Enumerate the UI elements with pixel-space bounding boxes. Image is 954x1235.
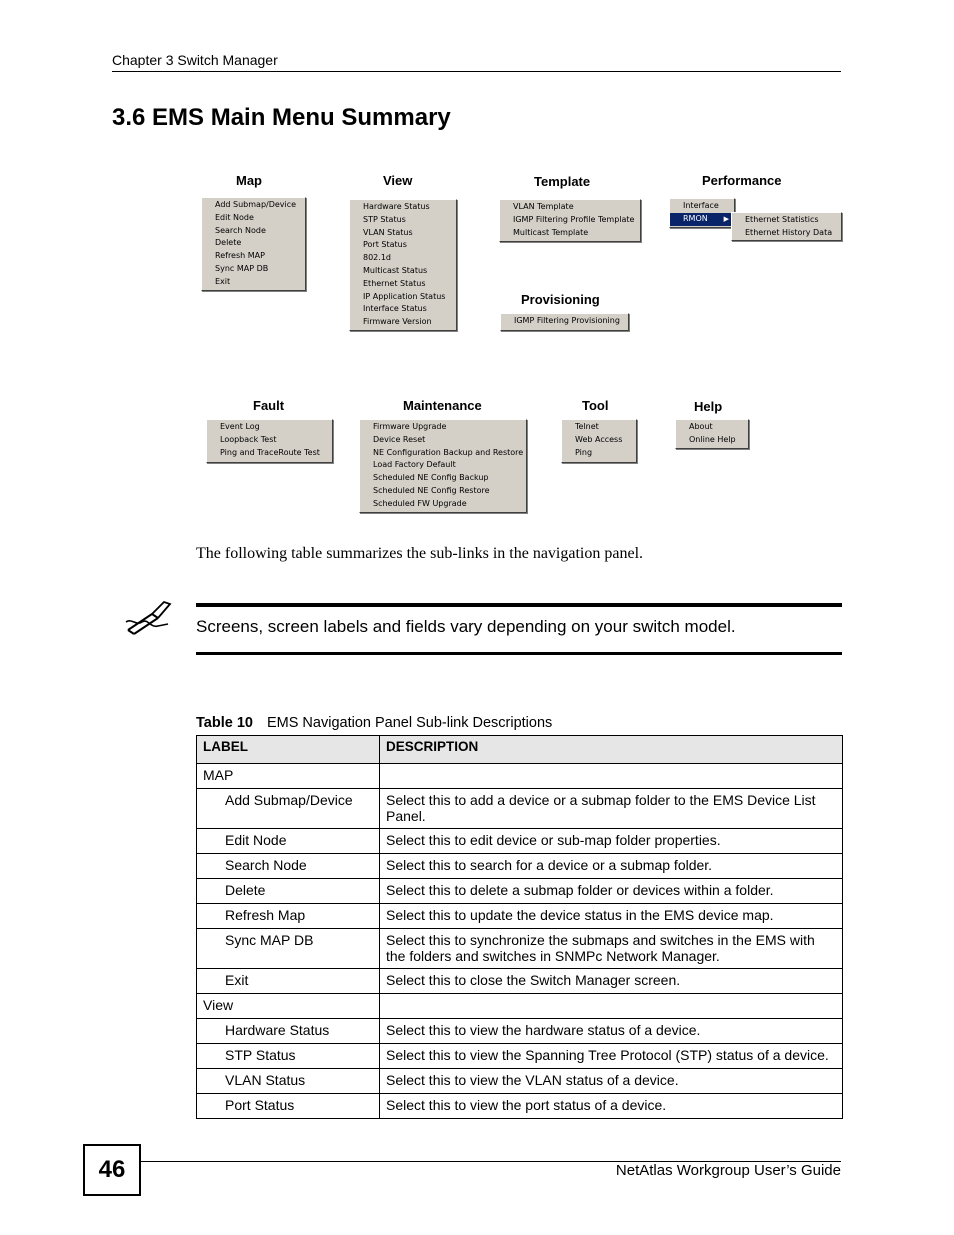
menu-item: Ethernet Status <box>363 278 426 288</box>
menu-item: 802.1d <box>363 253 391 263</box>
table-row <box>197 764 843 789</box>
menu-item: Scheduled NE Config Restore <box>373 485 490 495</box>
menu-item: IP Application Status <box>363 291 446 301</box>
menu-item-selected <box>670 213 734 226</box>
menu-item: Sync MAP DB <box>215 263 269 273</box>
table-row <box>197 904 843 929</box>
menu-item: Exit <box>215 276 231 286</box>
menu-item: Event Log <box>220 422 260 431</box>
pencil-note-icon <box>124 600 174 638</box>
menu-item: Web Access <box>575 434 623 444</box>
description-cell: Select this to view the hardware status of a device. <box>380 1019 843 1044</box>
menu-item: NE Configuration Backup and Restore <box>373 447 524 457</box>
header-label: LABEL <box>197 736 380 764</box>
description-cell <box>380 994 843 1019</box>
description-cell: Select this to delete a submap folder or devices within a folder. <box>380 879 843 904</box>
label-cell: Exit <box>197 969 380 994</box>
description-cell: Select this to view the port status of a device. <box>380 1094 843 1119</box>
label-cell: Hardware Status <box>197 1019 380 1044</box>
page-number: 46 <box>83 1144 141 1196</box>
description-cell: Select this to synchronize the submaps and switches in the EMS with the folders and switches in SNMPc Network Manager. <box>380 929 843 969</box>
map-menu <box>201 197 306 291</box>
fault-menu <box>206 419 333 463</box>
menu-item: Delete <box>215 238 242 248</box>
label-cell: Sync MAP DB <box>197 929 380 969</box>
template-menu <box>499 199 641 242</box>
table-row <box>197 1069 843 1094</box>
note-rule-bottom <box>196 652 842 655</box>
tool-menu-caption: Tool <box>582 398 609 413</box>
menu-item: Ethernet Statistics <box>745 215 819 224</box>
table-row <box>197 829 843 854</box>
rmon-submenu <box>731 212 842 241</box>
tool-menu <box>561 419 637 463</box>
description-cell: Select this to edit device or sub-map folder properties. <box>380 829 843 854</box>
table-row <box>197 1044 843 1069</box>
label-cell: Refresh Map <box>197 904 380 929</box>
menu-item: Ethernet History Data <box>745 227 833 237</box>
menu-item: Telnet <box>575 422 599 431</box>
menu-item: Multicast Status <box>363 265 428 275</box>
label-cell: MAP <box>197 764 380 789</box>
menu-item: About <box>689 422 713 431</box>
menu-item: IGMP Filtering Profile Template <box>513 214 635 224</box>
table-row <box>197 854 843 879</box>
map-menu-caption: Map <box>236 173 262 188</box>
menu-item: VLAN Status <box>363 227 413 237</box>
performance-menu-caption: Performance <box>702 173 782 188</box>
menu-item: Refresh MAP <box>215 251 265 261</box>
submenu-arrow-icon: ▶ <box>723 214 729 223</box>
help-menu-caption: Help <box>694 399 723 414</box>
note-rule-top <box>196 603 842 607</box>
label-cell: STP Status <box>197 1044 380 1069</box>
table-row <box>197 789 843 829</box>
table-row <box>197 1019 843 1044</box>
menu-item: Ping and TraceRoute Test <box>220 447 320 457</box>
label-cell: Edit Node <box>197 829 380 854</box>
maintenance-menu-caption: Maintenance <box>403 398 482 413</box>
table-caption <box>196 715 552 731</box>
menu-item: Multicast Template <box>513 227 589 237</box>
sub-link-table <box>196 735 843 1119</box>
table-title: EMS Navigation Panel Sub-link Descriptions <box>266 715 553 731</box>
menu-item: Scheduled FW Upgrade <box>373 498 467 508</box>
menu-item: VLAN Template <box>513 202 574 211</box>
help-menu <box>675 419 749 449</box>
description-cell: Select this to search for a device or a submap folder. <box>380 854 843 879</box>
section-title: 3.6 EMS Main Menu Summary <box>112 104 451 131</box>
table-row <box>197 929 843 969</box>
performance-menu <box>669 198 735 228</box>
description-cell <box>380 764 843 789</box>
menu-item: IGMP Filtering Provisioning <box>514 316 620 325</box>
menu-item-label: RMON <box>683 213 708 223</box>
label-cell: Delete <box>197 879 380 904</box>
menu-item: Loopback Test <box>220 434 277 444</box>
table-row <box>197 994 843 1019</box>
menu-item: STP Status <box>363 214 406 224</box>
description-cell: Select this to add a device or a submap folder to the EMS Device List Panel. <box>380 789 843 829</box>
label-cell: Search Node <box>197 854 380 879</box>
menu-item: Scheduled NE Config Backup <box>373 473 489 483</box>
view-menu <box>349 199 457 331</box>
view-menu-caption: View <box>383 173 413 188</box>
menu-item: Firmware Version <box>363 317 432 327</box>
provisioning-menu <box>500 313 629 331</box>
running-header: Chapter 3 Switch Manager <box>112 52 278 68</box>
label-cell: Add Submap/Device <box>197 789 380 829</box>
menu-item: Search Node <box>215 225 266 235</box>
table-row <box>197 1094 843 1119</box>
menu-item: Ping <box>575 447 593 457</box>
description-cell: Select this to update the device status in the EMS device map. <box>380 904 843 929</box>
menu-item: Interface Status <box>363 304 427 314</box>
description-cell: Select this to close the Switch Manager screen. <box>380 969 843 994</box>
table-row <box>197 969 843 994</box>
menu-item: Port Status <box>363 240 407 250</box>
fault-menu-caption: Fault <box>253 398 285 413</box>
menu-item: Device Reset <box>373 434 426 444</box>
label-cell: Port Status <box>197 1094 380 1119</box>
note-text: Screens, screen labels and fields vary depending on your switch model. <box>196 617 736 636</box>
description-cell: Select this to view the VLAN status of a device. <box>380 1069 843 1094</box>
template-menu-caption: Template <box>534 174 591 189</box>
description-cell: Select this to view the Spanning Tree Protocol (STP) status of a device. <box>380 1044 843 1069</box>
header-rule <box>112 71 841 72</box>
menu-item: Hardware Status <box>363 202 430 211</box>
menu-item: Interface <box>683 201 719 210</box>
intro-paragraph: The following table summarizes the sub-links in the navigation panel. <box>196 545 644 562</box>
label-cell: View <box>197 994 380 1019</box>
table-header-row <box>197 736 843 764</box>
menu-item: Edit Node <box>215 212 254 222</box>
menu-item: Add Submap/Device <box>215 200 297 209</box>
maintenance-menu <box>359 419 527 513</box>
menu-item: Load Factory Default <box>373 460 456 470</box>
menu-item: Online Help <box>689 434 736 444</box>
footer-guide-title: NetAtlas Workgroup User’s Guide <box>615 1162 841 1179</box>
menu-item: Firmware Upgrade <box>373 422 447 431</box>
header-description: DESCRIPTION <box>380 736 843 764</box>
label-cell: VLAN Status <box>197 1069 380 1094</box>
table-row <box>197 879 843 904</box>
table-number: Table 10 <box>196 715 253 731</box>
provisioning-menu-caption: Provisioning <box>521 292 600 307</box>
